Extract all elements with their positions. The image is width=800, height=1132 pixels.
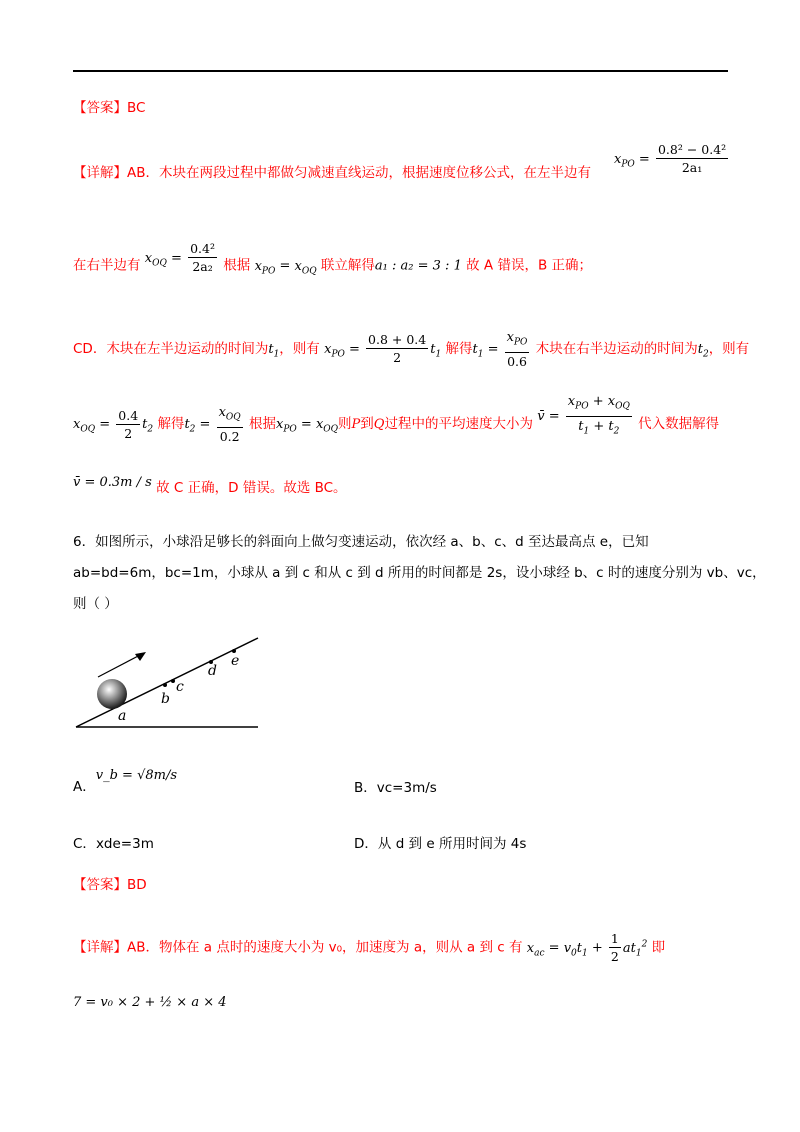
detail-line-3: CD．木块在左半边运动的时间为$t_1$，则有 $x_{PO}$ = $\frac{0.8 + 0.4}{2}$ $t_1$ 解得$t_1$ = $\frac{x_{PO}}{0.6}$ 木块在右半边运动的时间为$t_2$，则有: [73, 330, 750, 369]
option-d-label: D．: [354, 836, 378, 852]
frac-den: 2: [124, 425, 133, 441]
frac-den: 0.2: [219, 428, 240, 444]
answer-line-1: [73, 98, 145, 118]
point-p: P: [351, 417, 361, 433]
text: 故 A 错误，B 正确；: [466, 257, 593, 274]
text: ，则有: [708, 340, 750, 357]
option-c-value: xde=3m: [95, 836, 154, 852]
velocity-result: v̄ = 0.3m / s: [73, 475, 152, 490]
option-d-value: 从 d 到 e 所用时间为 4s: [377, 836, 527, 852]
detail-label: 【详解】: [73, 165, 127, 181]
ratio: a₁ : a₂ = 3 : 1: [374, 258, 462, 274]
ball: [97, 679, 127, 709]
text: 过程中的平均速度大小为: [384, 416, 533, 433]
detail-text: AB．木块在两段过程中都做匀减速直线运动，根据速度位移公式，在左半边有: [127, 165, 591, 181]
label-c: c: [176, 679, 184, 695]
option-a-label: A．: [73, 779, 96, 795]
answer-label: 【答案】: [73, 100, 127, 116]
frac-num: 0.8² − 0.4²: [657, 142, 727, 157]
label-b: b: [161, 691, 170, 707]
text: 代入数据解得: [638, 416, 720, 433]
detail-line-1: [73, 163, 591, 183]
equation: 7 = v₀ × 2 + ½ × a × 4: [73, 995, 227, 1010]
option-d: [354, 832, 526, 852]
answer-label: 【答案】: [73, 877, 127, 893]
answer-value: BD: [127, 877, 147, 893]
option-b-value: vc=3m/s: [376, 780, 437, 796]
frac-num: 0.4: [118, 407, 139, 423]
text: 解得: [157, 416, 185, 433]
frac-num: 0.4²: [190, 241, 215, 256]
frac-den: 2: [393, 350, 402, 366]
frac-den: 2a₁: [681, 160, 703, 175]
direction-arrow: [98, 654, 142, 677]
text: 则: [338, 416, 352, 433]
text: 故 C 正确，D 错误。故选 BC。: [156, 480, 347, 496]
detail2-line-2: [73, 992, 227, 1013]
detail-line-2: 在右半边有 $x_{OQ}$ = $\frac{\text{0.4²}}{\text{2a₂}}$ 根据 $x_{PO} = x_{OQ}$ 联立解得a₁ : a₂ = 3 : 1 故 A 错误，B 正确；: [73, 241, 593, 277]
formula-xpo: $x_{PO}$ = $\frac{\text{0.8² − 0.4²}}{\text{2a₁}}$: [614, 142, 727, 175]
detail-line-4: $x_{OQ}$ = $\frac{0.4}{2}$ $t_2$ 解得$t_2$ = $\frac{x_{OQ}}{0.2}$ 根据$x_{PO} = x_{OQ}$则P到Q过程中的平均速度大小为 v̄ = $\frac{x_{PO} + x_{OQ}}{t_1 + t_2}$ 代入数据解得: [73, 394, 720, 444]
option-a-value: v_b = √8m/s: [95, 768, 178, 783]
detail-line-5: [73, 475, 347, 499]
detail2-line-1: 【详解】AB．物体在 a 点时的速度大小为 v₀，加速度为 a，则从 a 到 c 有 $x_{ac} = v_0t_1$ + $\frac{1}{2}$ $at_1^2$ 即: [73, 931, 666, 964]
option-c: [73, 832, 154, 852]
text: 木块在右半边运动的时间为: [535, 340, 698, 357]
answer-value: BC: [127, 100, 146, 116]
text: 根据: [248, 416, 276, 433]
question-line-2: ab=bd=6m，bc=1m，小球从 a 到 c 和从 c 到 d 所用的时间都是 2s，设小球经 b、c 时的速度分别为 vb、vc，: [73, 565, 766, 581]
incline-figure: [72, 632, 272, 732]
question-line-1: 6．如图所示，小球沿足够长的斜面向上做匀变速运动，依次经 a、b、c、d 至达最高点 e，已知: [73, 534, 649, 550]
point-q: Q: [373, 417, 385, 433]
label-e: e: [231, 653, 240, 669]
text: 解得: [445, 340, 473, 357]
text: ，则有: [279, 340, 320, 357]
label-a: a: [118, 708, 127, 724]
text: 根据: [223, 257, 251, 274]
point-b-dot: [163, 683, 167, 687]
text: CD．木块在左半边运动的时间为: [73, 340, 269, 357]
point-c-dot: [171, 679, 175, 683]
question-line-3: 则（ ）: [73, 596, 118, 612]
text: 到: [360, 416, 374, 433]
frac-num: 0.8 + 0.4: [368, 332, 427, 348]
detail-text: AB．物体在 a 点时的速度大小为 v₀，加速度为 a，则从 a 到 c 有: [127, 939, 523, 956]
option-b: [354, 776, 437, 796]
option-b-label: B．: [354, 780, 377, 796]
header-rule: [73, 70, 728, 72]
option-c-label: C．: [73, 836, 96, 852]
option-a: [73, 768, 178, 795]
text: 联立解得: [320, 257, 375, 274]
text: 在右半边有: [73, 257, 141, 274]
frac-den: 2a₂: [192, 259, 213, 274]
text: 即: [651, 939, 666, 956]
frac-den: 0.6: [507, 353, 527, 369]
label-d: d: [208, 663, 217, 679]
detail-label: 【详解】: [73, 939, 127, 956]
answer-line-2: [73, 875, 147, 895]
